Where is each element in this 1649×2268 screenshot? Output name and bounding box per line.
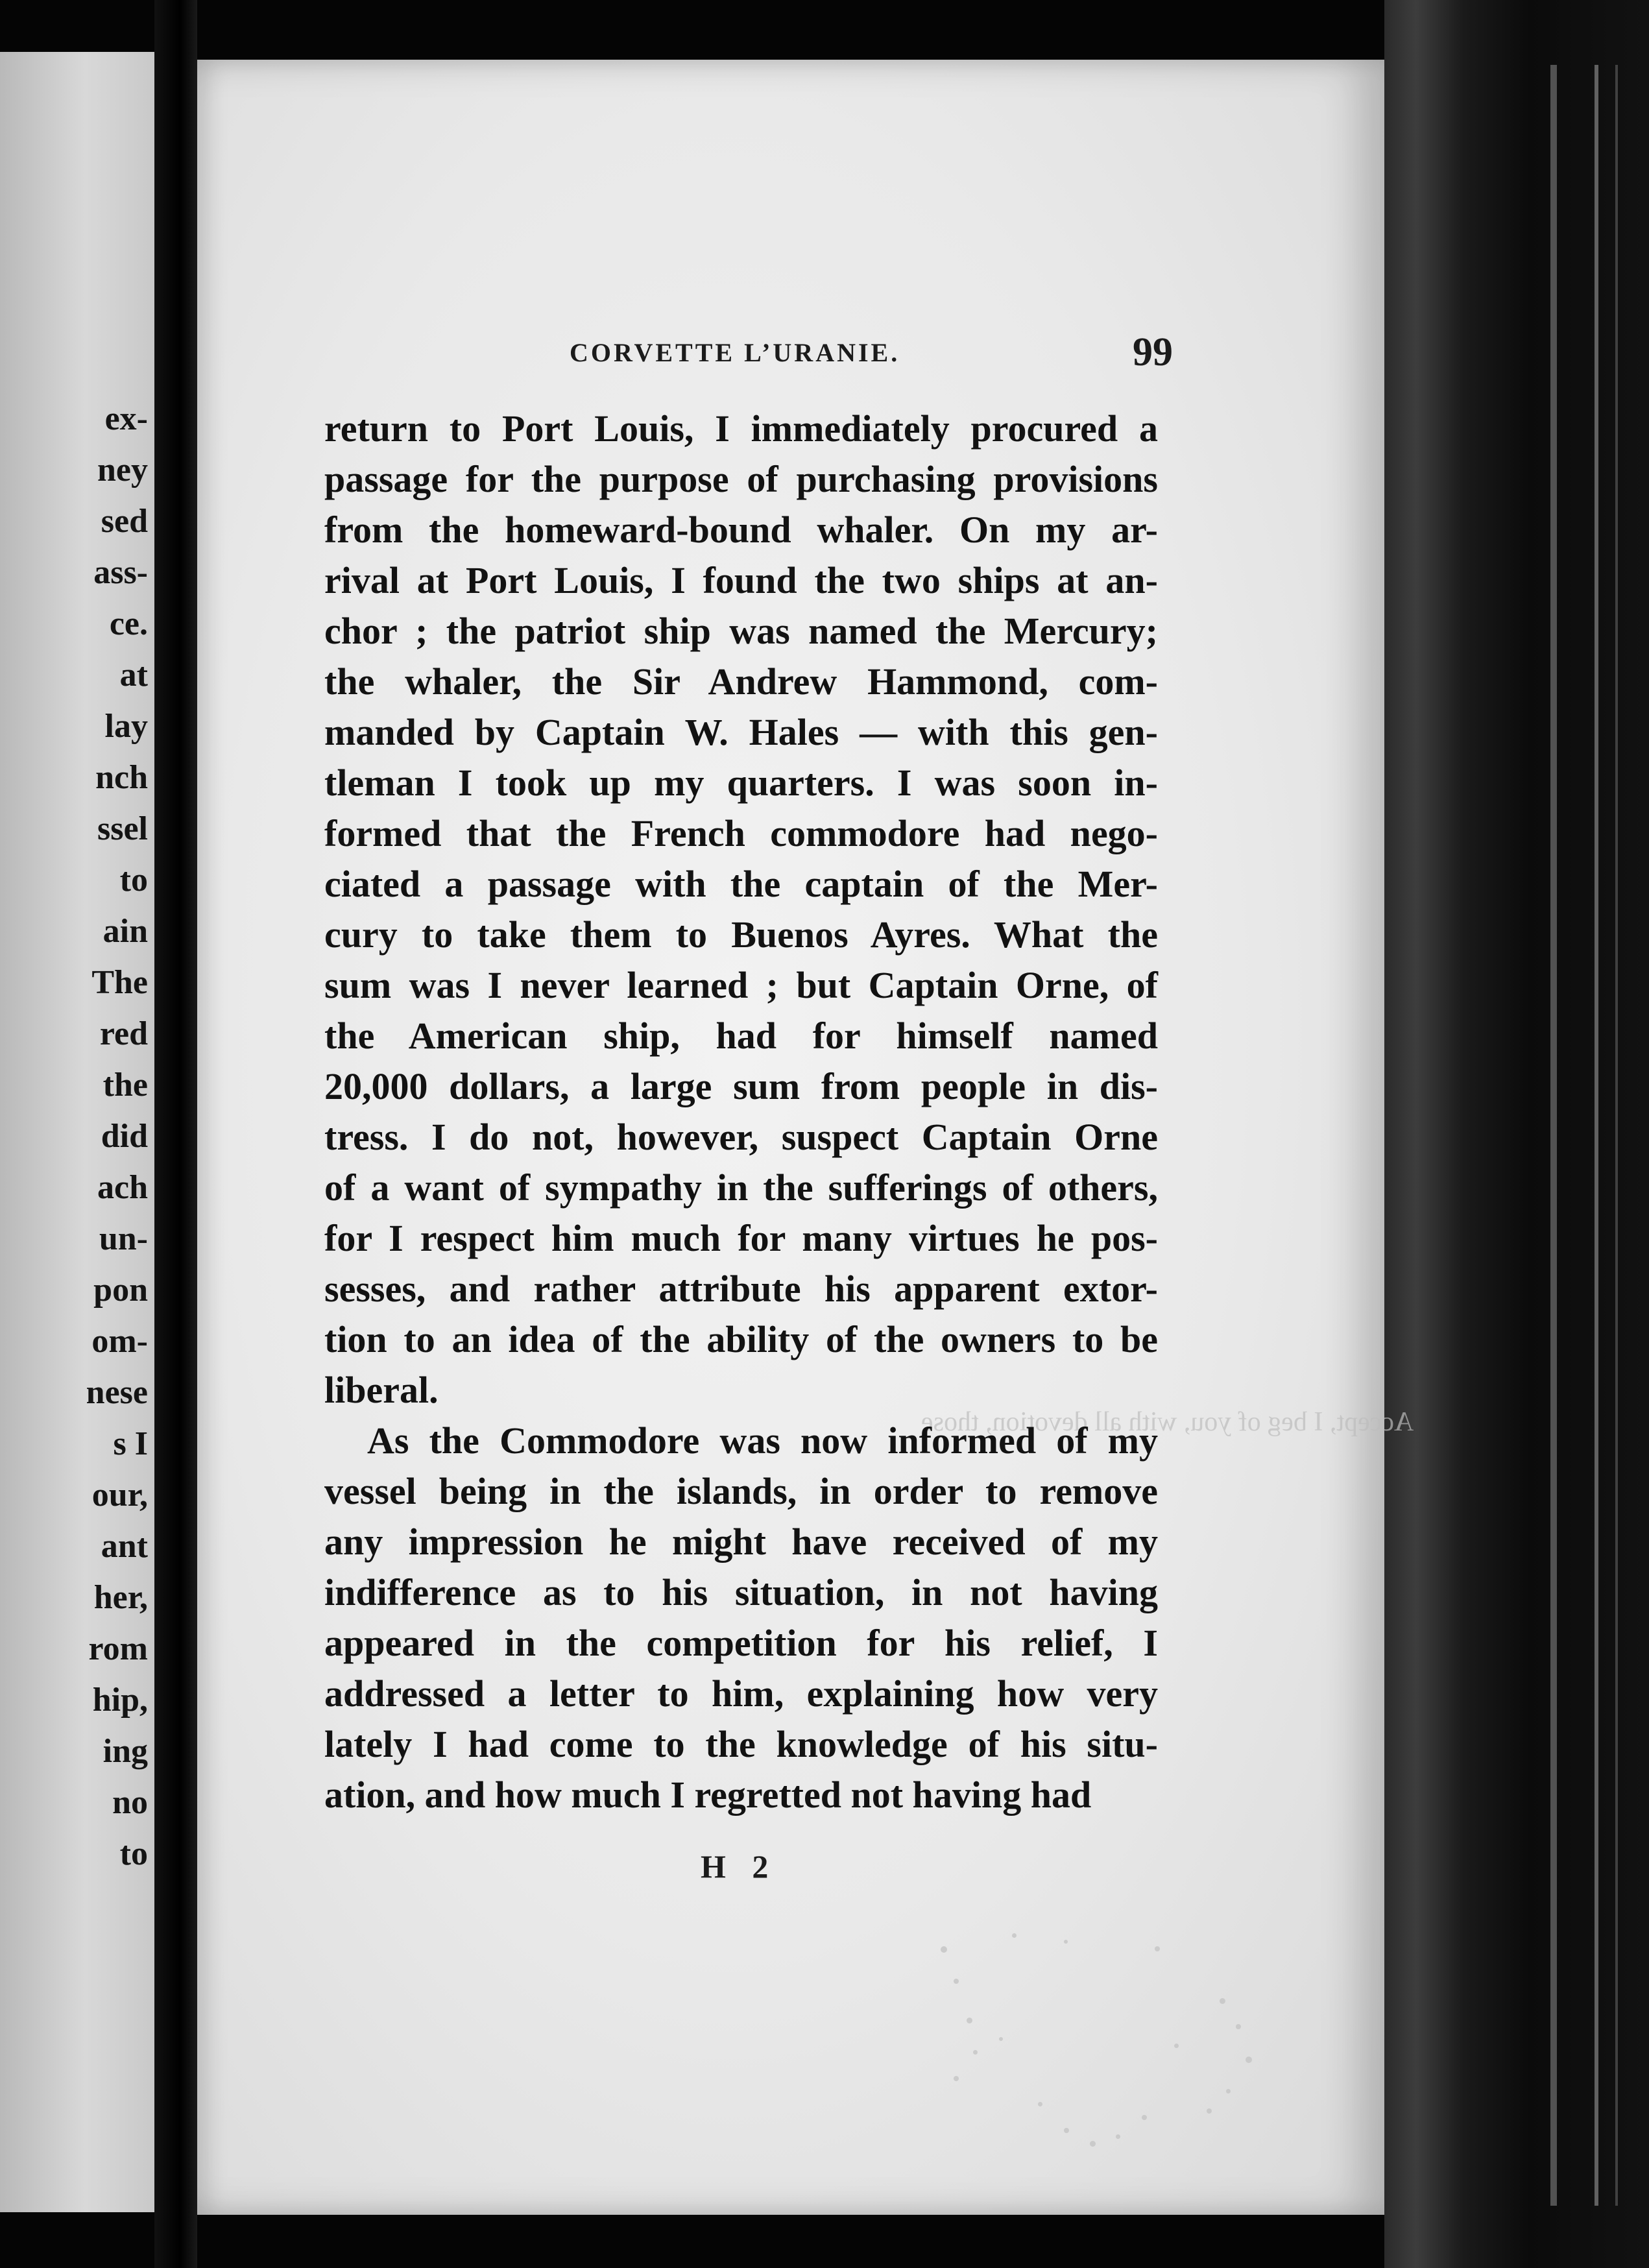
- left-page-fragment: ney: [97, 452, 148, 489]
- text-line: chor ; the patriot ship was named the Mercury;: [324, 610, 1158, 652]
- book-edge-shadow: [1384, 0, 1649, 2268]
- text-line: any impression he might have received of my: [324, 1521, 1158, 1563]
- running-head: CORVETTE L’URANIE.: [570, 338, 900, 367]
- text-line: the American ship, had for himself named: [324, 1015, 1158, 1057]
- page-edge-stripe: [1615, 65, 1618, 2206]
- paper-speck: [1236, 2024, 1241, 2029]
- left-page-fragment: rom: [88, 1630, 148, 1667]
- page-number: 99: [1133, 330, 1173, 374]
- text-line: ciated a passage with the captain of the Mer-: [324, 863, 1158, 905]
- text-line: liberal.: [324, 1369, 439, 1411]
- paper-speck: [999, 2037, 1003, 2041]
- left-page-fragment: to: [119, 1835, 148, 1872]
- left-page-fragment: ce.: [109, 605, 148, 642]
- text-line: lately I had come to the knowledge of his situ-: [324, 1723, 1158, 1765]
- text-line: from the homeward-bound whaler. On my ar-: [324, 509, 1158, 551]
- text-line: vessel being in the islands, in order to remove: [324, 1470, 1158, 1512]
- text-line: sesses, and rather attribute his apparent extor-: [324, 1268, 1158, 1310]
- page-edge-stripe: [1550, 65, 1557, 2206]
- text-line: for I respect him much for many virtues he pos-: [324, 1217, 1158, 1259]
- bleed-through-text: Accept, I beg of you, with all devotion, those: [921, 1407, 1414, 1437]
- paper-speck: [1116, 2134, 1120, 2139]
- left-page-fragment: pon: [93, 1272, 148, 1309]
- signature-mark: H 2: [701, 1848, 778, 1885]
- text-line: passage for the purpose of purchasing provisions: [324, 458, 1158, 500]
- left-page-fragment: did: [101, 1118, 148, 1155]
- text-line: As the Commodore was now informed of my: [367, 1419, 1158, 1462]
- paper-speck: [967, 2018, 972, 2023]
- paper-speck: [1064, 1940, 1068, 1944]
- text-line: indifference as to his situation, in not having: [324, 1571, 1158, 1613]
- left-page-fragment: ing: [102, 1733, 148, 1770]
- text-line: addressed a letter to him, explaining how very: [324, 1672, 1158, 1715]
- left-page-fragment: hip,: [92, 1682, 148, 1719]
- left-page-fragment: nese: [86, 1374, 148, 1411]
- left-page-fragment: to: [119, 862, 148, 899]
- paper-speck: [941, 1946, 947, 1953]
- text-line: tress. I do not, however, suspect Captain Orne: [324, 1116, 1158, 1158]
- paper-speck: [1174, 2044, 1179, 2048]
- left-page-fragment: ain: [102, 913, 148, 950]
- text-line: ation, and how much I regretted not having had: [324, 1774, 1092, 1816]
- left-page-fragment: s I: [113, 1425, 148, 1462]
- left-page-fragment: our,: [91, 1477, 148, 1514]
- left-page-fragment: The: [91, 964, 148, 1001]
- paper-speck: [1038, 2102, 1042, 2106]
- paper-speck: [1155, 1946, 1160, 1951]
- left-page-fragment: om-: [91, 1323, 148, 1360]
- text-line: 20,000 dollars, a large sum from people in dis-: [324, 1065, 1158, 1107]
- left-page-fragment: her,: [93, 1579, 148, 1616]
- text-line: manded by Captain W. Hales — with this gen-: [324, 711, 1158, 753]
- paper-speck: [1090, 2141, 1096, 2147]
- left-page-fragment: sed: [101, 503, 148, 540]
- text-line: appeared in the competition for his relief, I: [324, 1622, 1158, 1664]
- text-line: of a want of sympathy in the sufferings of others,: [324, 1166, 1158, 1209]
- left-page-fragment: ach: [97, 1169, 148, 1206]
- paper-speck: [1142, 2115, 1147, 2120]
- text-line: sum was I never learned ; but Captain Orne, of: [324, 964, 1158, 1006]
- page-header: [570, 330, 1173, 383]
- paper-speck: [1064, 2128, 1069, 2133]
- text-line: cury to take them to Buenos Ayres. What the: [324, 913, 1158, 956]
- paper-speck: [973, 2050, 978, 2055]
- text-line: return to Port Louis, I immediately procured a: [324, 407, 1158, 450]
- left-page-fragment: the: [102, 1067, 148, 1104]
- text-line: the whaler, the Sir Andrew Hammond, com-: [324, 660, 1158, 703]
- left-page-fragment: ant: [101, 1528, 148, 1565]
- text-line: formed that the French commodore had nego-: [324, 812, 1158, 854]
- paper-speck: [1226, 2089, 1231, 2093]
- left-page-fragment: un-: [99, 1220, 148, 1257]
- left-page-fragment: ass-: [93, 554, 148, 591]
- paper-speck: [954, 1979, 959, 1984]
- body-text: [324, 404, 1158, 1820]
- text-line: tion to an idea of the ability of the owners to be: [324, 1318, 1158, 1360]
- page-edge-stripe: [1595, 65, 1598, 2206]
- text-line: rival at Port Louis, I found the two ships at an-: [324, 559, 1158, 601]
- text-line: tleman I took up my quarters. I was soon in-: [324, 762, 1158, 804]
- left-page-fragment: ssel: [97, 810, 148, 847]
- left-page-fragment: nch: [95, 759, 148, 796]
- paper-speck: [1012, 1933, 1017, 1938]
- book-gutter: [154, 0, 197, 2268]
- paper-speck: [1207, 2108, 1212, 2114]
- left-page-fragment: lay: [104, 708, 148, 745]
- paper-speck: [1246, 2057, 1252, 2063]
- left-page-fragment: red: [99, 1015, 148, 1052]
- left-facing-page: [0, 52, 154, 2212]
- paper-speck: [954, 2076, 959, 2081]
- paper-speck: [1220, 1998, 1225, 2004]
- left-page-fragment: ex-: [104, 400, 148, 437]
- left-page-fragment: no: [112, 1784, 148, 1821]
- left-page-fragment: at: [119, 657, 148, 694]
